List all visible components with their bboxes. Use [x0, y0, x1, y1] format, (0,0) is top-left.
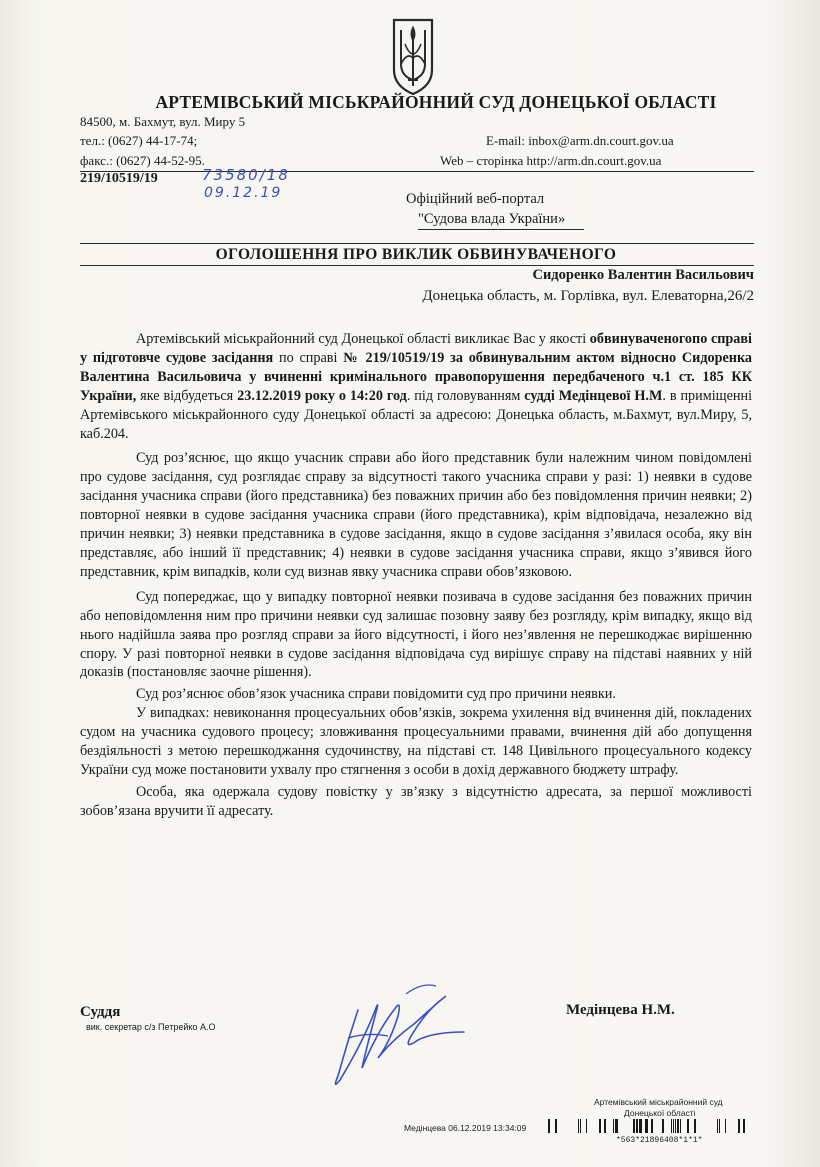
paragraph-absence-rules: Суд роз’яснює, що якщо учасник справи або його представник були належним чином повідомлені про судове засідання, суд розглядає справу за відсутності такого учасника справи у разі: 1) неявки в судове засідання учасника справи (його представника) без поважних причин або без повідомлення причин неявки; 2) повторної неявки в судове засідання учасника справи (його представника), крім відповідача, незалежно від причин неявки; 3) неявки представника в судове засідання, якщо в судове засідання з’явилася особа, яку він представляє, або інший її представник; 4) неявки в судове засідання учасника справи, якщо з’явився його представник, крім випадків, коли суд визнав явку учасника справи обов’язковою.: [80, 450, 752, 580]
notice-heading: ОГОЛОШЕННЯ ПРО ВИКЛИК ОБВИНУВАЧЕНОГО: [215, 246, 617, 263]
handwritten-incoming-date: 09.12.19: [204, 185, 283, 201]
registration-number: 219/10519/19: [80, 171, 158, 186]
portal-line-1: Офіційний веб-портал: [406, 191, 545, 207]
court-address: 84500, м. Бахмут, вул. Миру 5: [80, 114, 246, 129]
court-email: E-mail: inbox@arm.dn.court.gov.ua: [486, 133, 674, 148]
court-phone: тел.: (0627) 44-17-74;: [80, 133, 198, 148]
notice-body: [80, 330, 752, 821]
coat-of-arms-emblem: [388, 14, 438, 96]
document-barcode: [548, 1119, 752, 1133]
heading-top-rule: [80, 243, 754, 244]
portal-line-2: "Судова влада України»: [418, 211, 566, 227]
court-fax: факс.: (0627) 44-52-95.: [80, 153, 205, 168]
stamp-court-region: Донецької області: [624, 1108, 696, 1118]
paragraph-duty-to-notify: Суд роз’яснює обов’язок учасника справи повідомити суд про причини неявки.: [136, 686, 616, 703]
doc-timestamp: Медінцева 06.12.2019 13:34:09: [404, 1123, 527, 1133]
secretary-line: вик. секретар с/з Петрейко А.О: [86, 1022, 216, 1032]
paragraph-warning: Суд попереджає, що у випадку повторної неявки позивача в судове засідання без поважних причин або неповідомлення ним про причини неявки суд залишає позовну заяву без розгляду, крім випадку, якщо від нього надійшла заява про розгляд справи за його відсутності, і його нез’явлення не перешкоджає вирішенню спору. У разі повторної неявки в судове засідання відповідача суд вирішує справу на підставі наявних у ній доказів (постановляє заочне рішення).: [80, 588, 752, 681]
stamp-court-name: Артемівський міськрайонний суд: [594, 1097, 723, 1107]
judge-name: Медінцева Н.М.: [566, 1002, 675, 1018]
header-divider: [80, 171, 754, 172]
handwritten-incoming-number: 73580/18: [202, 166, 290, 184]
judge-label: Суддя: [80, 1004, 121, 1020]
paragraph-fines: У випадках: невиконання процесуальних обов’язків, зокрема ухилення від вчинення дій, покладених судом на учасника судового процесу; зловживання процесуальними правами, вчинення дій або допущення бездіяльності з метою перешкоджання судочинству, на підставі ст. 148 Цивільного процесуального кодексу України суд може постановити ухвалу про стягнення з особи в дохід державного бюджету штрафу.: [80, 705, 752, 778]
recipient-address: Донецька область, м. Горлівка, вул. Елеваторна,26/2: [422, 288, 754, 304]
heading-bottom-rule: [80, 265, 754, 266]
court-website: Web – сторінка http://arm.dn.court.gov.ua: [440, 153, 662, 168]
barcode-number: *563*21896408*1*1*: [616, 1136, 703, 1145]
paragraph-delivery: Особа, яка одержала судову повістку у зв’язку з відсутністю адресата, за першої можливості зобов’язана вручити її адресату.: [80, 783, 752, 819]
paragraph-summons: Артемівський міськрайонний суд Донецької області викликає Вас у якості обвинуваченогопо справі у підготовче судове засідання по справі № 219/10519/19 за обвинувальним актом відносно Сидоренка Валентина Васильовича у вчиненні кримінального правопорушення передбаченого ч.1 ст. 185 КК України, яке відбудеться 23.12.2019 року о 14:20 год. під головуванням судді Медінцевої Н.М. в приміщенні Артемівського міськрайонного суду Донецької області за адресою: Донецька область, м.Бахмут, вул.Миру, 5, каб.204.: [80, 331, 753, 442]
judge-signature: [318, 980, 468, 1092]
portal-underline: [418, 229, 584, 230]
recipient-name: Сидоренко Валентин Васильович: [532, 267, 754, 283]
court-name-title: АРТЕМІВСЬКИЙ МІСЬКРАЙОННИЙ СУД ДОНЕЦЬКОЇ ОБЛАСТІ: [155, 92, 717, 112]
